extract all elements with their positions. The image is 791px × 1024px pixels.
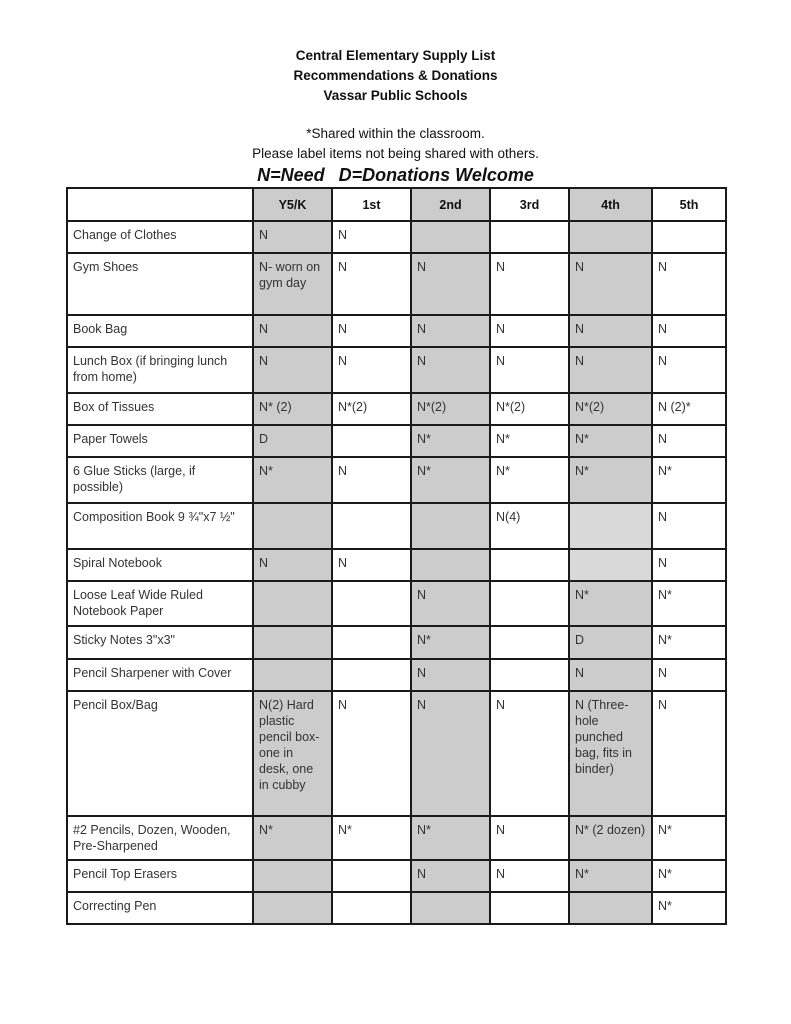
cell-3rd — [490, 892, 569, 924]
item-name: Change of Clothes — [67, 221, 253, 253]
item-name: Lunch Box (if bringing lunch from home) — [67, 347, 253, 393]
cell-1st: N — [332, 457, 411, 503]
cell-2nd: N*(2) — [411, 393, 490, 425]
shared-note: *Shared within the classroom. — [306, 126, 485, 141]
cell-4th: N*(2) — [569, 393, 652, 425]
cell-4th: N* — [569, 457, 652, 503]
item-name: Correcting Pen — [67, 892, 253, 924]
cell-2nd — [411, 892, 490, 924]
cell-y5k: N(2) Hard plastic pencil box-one in desk, one in cubby — [253, 691, 332, 816]
district-name: Vassar Public Schools — [323, 88, 468, 103]
item-name: Pencil Box/Bag — [67, 691, 253, 816]
cell-y5k: N — [253, 221, 332, 253]
legend-need: N=Need — [257, 165, 325, 185]
cell-3rd: N — [490, 691, 569, 816]
cell-3rd: N* — [490, 425, 569, 457]
table-row — [67, 691, 726, 816]
notes — [0, 124, 791, 187]
table-row — [67, 626, 726, 659]
cell-y5k: N* — [253, 816, 332, 860]
cell-4th — [569, 221, 652, 253]
cell-y5k — [253, 626, 332, 659]
table-row — [67, 425, 726, 457]
cell-2nd: N — [411, 691, 490, 816]
cell-3rd — [490, 581, 569, 626]
cell-4th — [569, 503, 652, 549]
cell-2nd: N* — [411, 425, 490, 457]
cell-5th: N* — [652, 860, 726, 892]
cell-2nd: N — [411, 581, 490, 626]
cell-5th — [652, 221, 726, 253]
column-header-y5k: Y5/K — [253, 188, 332, 221]
cell-3rd: N — [490, 253, 569, 315]
column-header-4th: 4th — [569, 188, 652, 221]
item-name: Sticky Notes 3"x3" — [67, 626, 253, 659]
cell-1st: N — [332, 549, 411, 581]
cell-3rd: N*(2) — [490, 393, 569, 425]
column-header-item — [67, 188, 253, 221]
table-row — [67, 581, 726, 626]
cell-y5k — [253, 503, 332, 549]
cell-y5k — [253, 659, 332, 691]
cell-4th: N — [569, 253, 652, 315]
cell-5th: N — [652, 315, 726, 347]
cell-3rd: N* — [490, 457, 569, 503]
table-row — [67, 253, 726, 315]
cell-2nd — [411, 221, 490, 253]
cell-1st — [332, 626, 411, 659]
cell-5th: N — [652, 425, 726, 457]
cell-5th: N — [652, 347, 726, 393]
cell-4th: N* — [569, 860, 652, 892]
cell-2nd — [411, 549, 490, 581]
cell-4th: N — [569, 315, 652, 347]
table-row — [67, 315, 726, 347]
cell-1st: N — [332, 253, 411, 315]
cell-3rd — [490, 626, 569, 659]
cell-y5k: N — [253, 315, 332, 347]
cell-5th: N — [652, 691, 726, 816]
cell-1st: N — [332, 691, 411, 816]
cell-3rd: N — [490, 347, 569, 393]
cell-2nd: N — [411, 659, 490, 691]
cell-1st — [332, 659, 411, 691]
item-name: Composition Book 9 ¾"x7 ½" — [67, 503, 253, 549]
table-row — [67, 393, 726, 425]
cell-5th: N — [652, 503, 726, 549]
cell-y5k: N — [253, 347, 332, 393]
table-row — [67, 816, 726, 860]
item-name: Book Bag — [67, 315, 253, 347]
item-name: Spiral Notebook — [67, 549, 253, 581]
cell-3rd — [490, 221, 569, 253]
cell-1st — [332, 425, 411, 457]
item-name: #2 Pencils, Dozen, Wooden, Pre-Sharpened — [67, 816, 253, 860]
item-name: Pencil Sharpener with Cover — [67, 659, 253, 691]
cell-1st — [332, 892, 411, 924]
cell-1st: N*(2) — [332, 393, 411, 425]
column-header-2nd: 2nd — [411, 188, 490, 221]
table-row — [67, 659, 726, 691]
cell-3rd: N — [490, 315, 569, 347]
cell-3rd: N(4) — [490, 503, 569, 549]
cell-4th: N — [569, 659, 652, 691]
cell-2nd: N* — [411, 626, 490, 659]
cell-4th: N (Three-hole punched bag, fits in binder) — [569, 691, 652, 816]
legend — [0, 163, 791, 187]
cell-3rd: N — [490, 816, 569, 860]
supply-table — [66, 187, 727, 925]
cell-5th: N* — [652, 626, 726, 659]
cell-5th: N — [652, 253, 726, 315]
cell-2nd: N — [411, 315, 490, 347]
cell-3rd — [490, 549, 569, 581]
column-header-1st: 1st — [332, 188, 411, 221]
cell-2nd: N* — [411, 816, 490, 860]
cell-y5k — [253, 860, 332, 892]
item-name: 6 Glue Sticks (large, if possible) — [67, 457, 253, 503]
cell-4th — [569, 892, 652, 924]
table-row — [67, 860, 726, 892]
cell-y5k — [253, 892, 332, 924]
cell-5th: N* — [652, 581, 726, 626]
cell-y5k: N* (2) — [253, 393, 332, 425]
cell-5th: N — [652, 659, 726, 691]
cell-2nd: N — [411, 347, 490, 393]
document-subtitle: Recommendations & Donations — [293, 68, 498, 83]
cell-2nd: N* — [411, 457, 490, 503]
cell-y5k: N — [253, 549, 332, 581]
legend-donation: D=Donations Welcome — [338, 165, 534, 185]
cell-5th: N* — [652, 892, 726, 924]
cell-1st: N — [332, 347, 411, 393]
cell-4th: N* (2 dozen) — [569, 816, 652, 860]
cell-y5k: N- worn on gym day — [253, 253, 332, 315]
cell-4th: N* — [569, 425, 652, 457]
cell-5th: N* — [652, 457, 726, 503]
column-header-3rd: 3rd — [490, 188, 569, 221]
cell-4th: N* — [569, 581, 652, 626]
cell-2nd: N — [411, 253, 490, 315]
cell-1st: N — [332, 315, 411, 347]
table-row — [67, 347, 726, 393]
cell-5th: N — [652, 549, 726, 581]
cell-1st: N* — [332, 816, 411, 860]
item-name: Gym Shoes — [67, 253, 253, 315]
cell-1st — [332, 860, 411, 892]
cell-1st: N — [332, 221, 411, 253]
table-row — [67, 503, 726, 549]
item-name: Paper Towels — [67, 425, 253, 457]
cell-2nd — [411, 503, 490, 549]
cell-5th: N (2)* — [652, 393, 726, 425]
label-note: Please label items not being shared with others. — [252, 146, 539, 161]
cell-3rd: N — [490, 860, 569, 892]
document-header — [0, 46, 791, 106]
item-name: Box of Tissues — [67, 393, 253, 425]
cell-4th — [569, 549, 652, 581]
cell-1st — [332, 503, 411, 549]
table-row — [67, 457, 726, 503]
cell-y5k — [253, 581, 332, 626]
cell-4th: D — [569, 626, 652, 659]
table-row — [67, 549, 726, 581]
cell-y5k: N* — [253, 457, 332, 503]
cell-3rd — [490, 659, 569, 691]
cell-2nd: N — [411, 860, 490, 892]
column-header-5th: 5th — [652, 188, 726, 221]
cell-5th: N* — [652, 816, 726, 860]
item-name: Loose Leaf Wide Ruled Notebook Paper — [67, 581, 253, 626]
cell-4th: N — [569, 347, 652, 393]
table-row — [67, 221, 726, 253]
header-row — [67, 188, 726, 221]
document-title: Central Elementary Supply List — [295, 48, 496, 63]
item-name: Pencil Top Erasers — [67, 860, 253, 892]
cell-1st — [332, 581, 411, 626]
table-row — [67, 892, 726, 924]
cell-y5k: D — [253, 425, 332, 457]
